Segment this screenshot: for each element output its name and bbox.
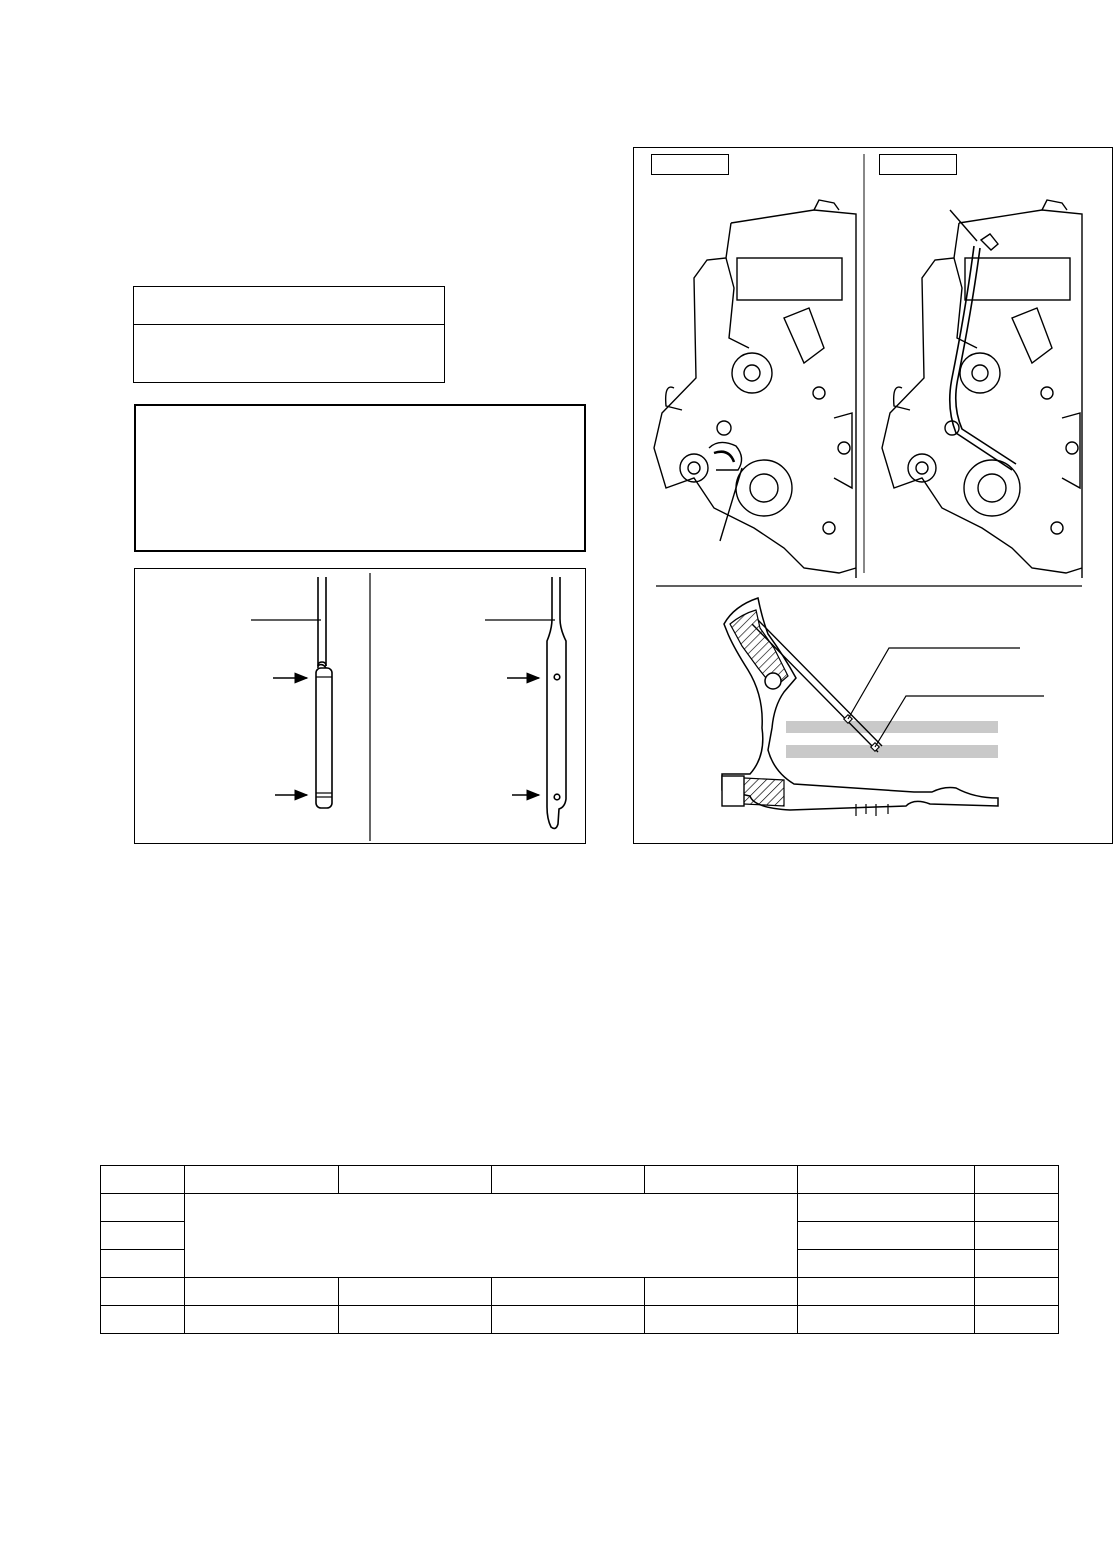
table-row <box>101 1278 1059 1306</box>
table-cell <box>798 1222 975 1250</box>
table-cell <box>101 1194 185 1222</box>
table-cell <box>645 1306 798 1334</box>
notice-body <box>134 325 444 337</box>
engine-drawing <box>634 148 1114 845</box>
dipstick-drawing <box>135 569 587 845</box>
engine-figure <box>633 147 1113 844</box>
table-cell <box>798 1194 975 1222</box>
table-cell <box>101 1278 185 1306</box>
table-cell <box>339 1166 492 1194</box>
spec-table <box>100 1165 1059 1334</box>
table-cell <box>975 1222 1059 1250</box>
notice-box <box>133 286 445 383</box>
table-cell <box>492 1278 645 1306</box>
table-cell <box>798 1250 975 1278</box>
table-cell <box>339 1306 492 1334</box>
table-cell <box>975 1250 1059 1278</box>
warning-box <box>134 404 586 552</box>
table-cell <box>101 1250 185 1278</box>
dipstick-figure <box>134 568 586 844</box>
table-cell <box>185 1306 339 1334</box>
table-cell <box>975 1306 1059 1334</box>
engine-sketch-right <box>882 200 1082 578</box>
table-cell <box>798 1278 975 1306</box>
table-cell <box>101 1166 185 1194</box>
table-cell <box>975 1166 1059 1194</box>
merged-cell <box>185 1194 798 1278</box>
table-cell <box>492 1306 645 1334</box>
engine-sketch-left <box>654 200 856 578</box>
table-row <box>101 1194 1059 1222</box>
flat-dipstick <box>547 577 566 828</box>
table-row <box>101 1306 1059 1334</box>
table-cell <box>975 1194 1059 1222</box>
round-dipstick <box>316 577 332 808</box>
table-cell <box>185 1278 339 1306</box>
table-cell <box>645 1166 798 1194</box>
table-cell <box>185 1166 339 1194</box>
table-cell <box>101 1222 185 1250</box>
table-cell <box>798 1166 975 1194</box>
notice-header <box>134 287 444 325</box>
table-cell <box>492 1166 645 1194</box>
table-cell <box>339 1278 492 1306</box>
table-cell <box>645 1278 798 1306</box>
table-cell <box>798 1306 975 1334</box>
oil-pan-section <box>722 598 1044 816</box>
warning-text <box>136 406 584 422</box>
table-cell <box>975 1278 1059 1306</box>
table-row <box>101 1166 1059 1194</box>
table-cell <box>101 1306 185 1334</box>
